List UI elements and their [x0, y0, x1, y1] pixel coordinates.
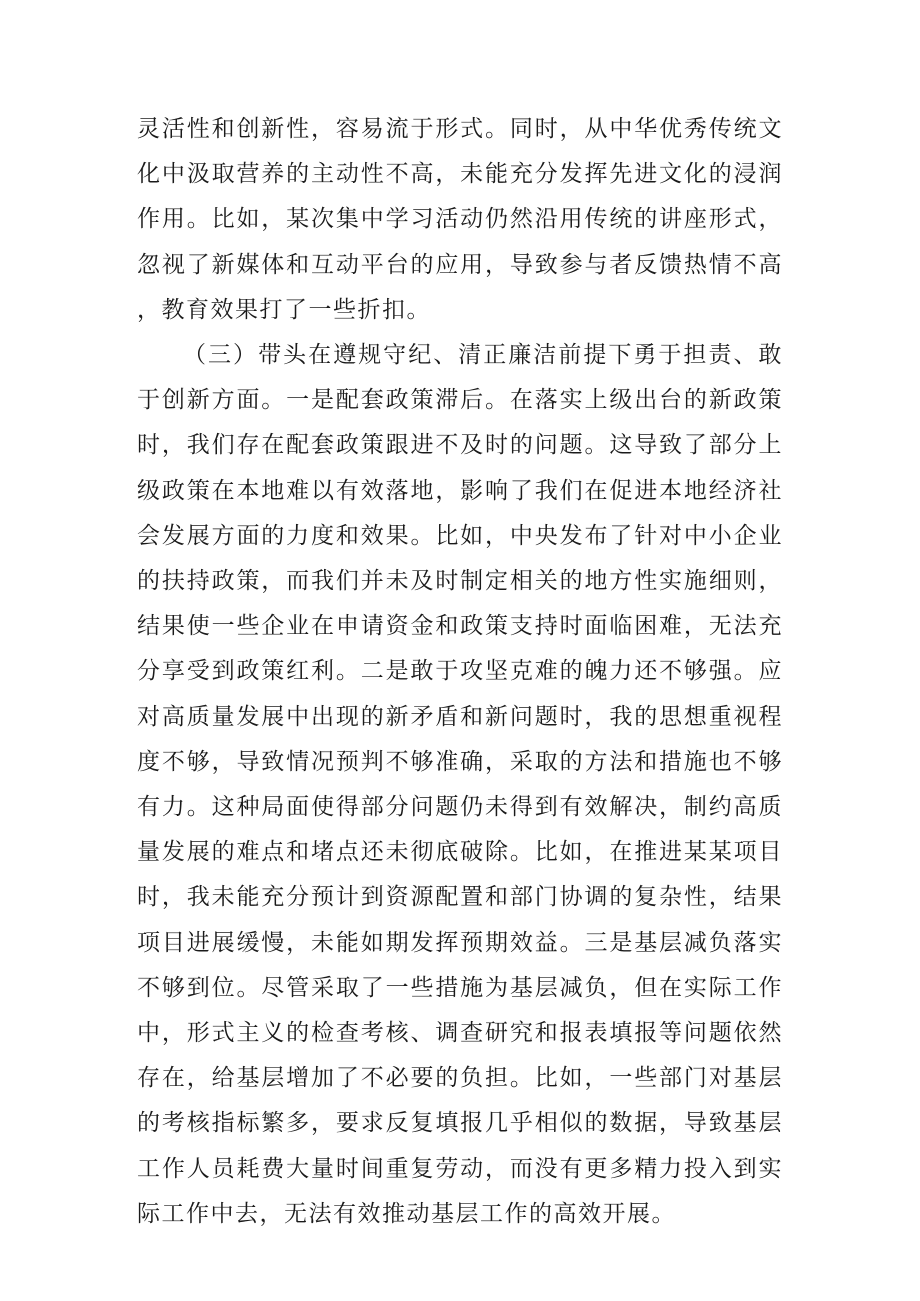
- document-body: [137, 107, 783, 1237]
- paragraph-section-three: （三）带头在遵规守纪、清正廉洁前提下勇于担责、敢于创新方面。一是配套政策滞后。在落实上级出台的新政策时，我们存在配套政策跟进不及时的问题。这导致了部分上级政策在本地难以有效落地，影响了我们在促进本地经济社会发展方面的力度和效果。比如，中央发布了针对中小企业的扶持政策，而我们并未及时制定相关的地方性实施细则，结果使一些企业在申请资金和政策支持时面临困难，无法充分享受到政策红利。二是敢于攻坚克难的魄力还不够强。应对高质量发展中出现的新矛盾和新问题时，我的思想重视程度不够，导致情况预判不够准确，采取的方法和措施也不够有力。这种局面使得部分问题仍未得到有效解决，制约高质量发展的难点和堵点还未彻底破除。比如，在推进某某项目时，我未能充分预计到资源配置和部门协调的复杂性，结果项目进展缓慢，未能如期发挥预期效益。三是基层减负落实不够到位。尽管采取了一些措施为基层减负，但在实际工作中，形式主义的检查考核、调查研究和报表填报等问题依然存在，给基层增加了不必要的负担。比如，一些部门对基层的考核指标繁多，要求反复填报几乎相似的数据，导致基层工作人员耗费大量时间重复劳动，而没有更多精力投入到实际工作中去，无法有效推动基层工作的高效开展。: [137, 342, 783, 1227]
- paragraph-continued: 灵活性和创新性，容易流于形式。同时，从中华优秀传统文化中汲取营养的主动性不高，未能充分发挥先进文化的浸润作用。比如，某次集中学习活动仍然沿用传统的讲座形式，忽视了新媒体和互动平台的应用，导致参与者反馈热情不高，教育效果打了一些折扣。: [137, 116, 783, 323]
